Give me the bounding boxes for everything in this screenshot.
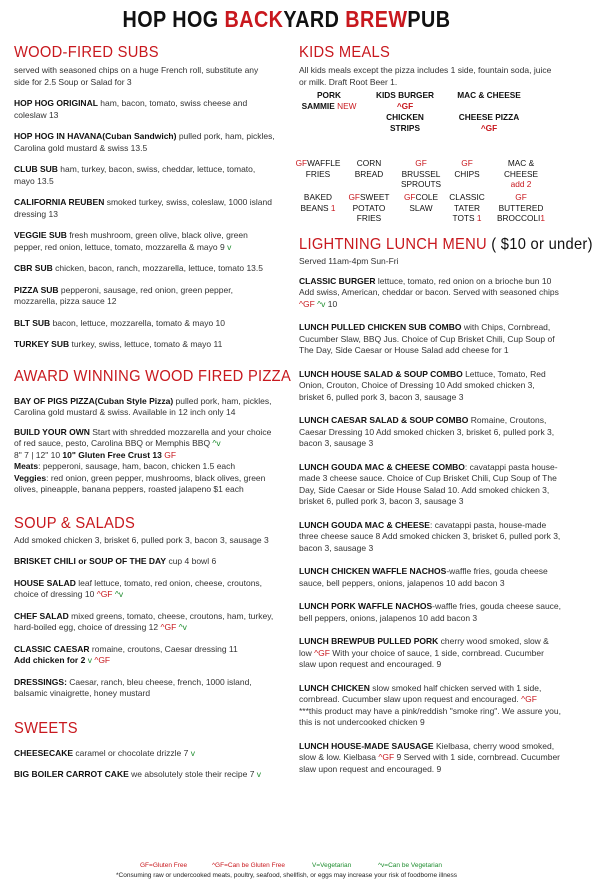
menu-item xyxy=(14,339,276,351)
veggies-label: Veggies xyxy=(14,472,47,483)
side-label: BEANS xyxy=(300,202,329,213)
vegetarian-mark: v xyxy=(190,747,195,758)
side-cole-slaw xyxy=(399,192,443,213)
item-desc: ham, bacon, tomato, swiss cheese and coleslaw 13 xyxy=(14,98,248,120)
item-name: CLASSIC CAESAR xyxy=(14,643,90,654)
menu-item xyxy=(14,748,276,760)
side-sweet-potato-fries xyxy=(341,192,397,224)
gluten-free-mark: GF xyxy=(415,158,427,168)
item-desc: -waffle fries, gouda cheese sauce, bell peppers, onions, jalapenos 10 add bacon 3 xyxy=(299,566,548,588)
vegetarian-mark: v xyxy=(256,769,262,779)
kids-item-strips xyxy=(373,112,437,133)
menu-title xyxy=(40,6,533,33)
gluten-free-crust: 10" Gluten Free Crust 13 xyxy=(62,449,165,460)
gluten-free-mark: ^GF xyxy=(160,622,177,632)
lunch-heading-main: LIGHTNING LUNCH MENU xyxy=(299,236,487,253)
item-name: VEGGIE SUB xyxy=(14,230,67,240)
side-label: TATER xyxy=(454,202,480,213)
item-desc: we absolutely stole their recipe 7 xyxy=(128,769,257,779)
menu-item xyxy=(299,369,561,404)
menu-item xyxy=(14,427,276,496)
legend-can-be-vegetarian: ^v=Can be Vegetarian xyxy=(378,862,442,869)
side-label: TOTS xyxy=(452,213,475,223)
item-addons: Add smoked chicken 3, brisket 6, pulled pork 3, bacon 3, sausage 3 xyxy=(299,531,561,553)
add-chicken: Add chicken for 2 xyxy=(14,655,86,665)
gluten-free-mark: ^GF xyxy=(94,655,111,665)
gluten-free-mark: ^GF xyxy=(521,694,537,704)
menu-item xyxy=(14,285,276,308)
item-name: LUNCH CAESAR SALAD & SOUP COMBO xyxy=(299,415,469,425)
side-label: CLASSIC xyxy=(449,192,485,202)
item-desc: turkey, swiss, lettuce, tomato & mayo 11 xyxy=(69,339,223,349)
kids-item-pizza xyxy=(447,112,531,133)
gluten-free-mark: GF xyxy=(403,192,416,202)
item-desc: chicken, bacon, ranch, mozzarella, lettuce, tomato 13.5 xyxy=(52,263,263,273)
kids-heading: KIDS MEALS xyxy=(299,44,391,61)
menu-item xyxy=(299,322,561,357)
menu-item xyxy=(14,396,276,419)
item-desc: : cavatappi pasta, house-made three cheese sauce 8 xyxy=(299,519,547,541)
side-label: BREAD xyxy=(354,168,384,179)
item-desc: ham, turkey, bacon, swiss, cheddar, lettuce, tomato, mayo 13.5 xyxy=(14,164,256,186)
item-name: LUNCH HOUSE SALAD & SOUP COMBO xyxy=(299,368,463,379)
gluten-free-mark: GF xyxy=(348,192,360,202)
gluten-free-mark: ^GF xyxy=(299,298,315,309)
lunch-heading xyxy=(299,236,593,254)
item-desc: pulled pork, ham, pickles, Carolina gold mustard & swiss 13.5 xyxy=(14,131,275,153)
item-price: 10 xyxy=(325,298,338,309)
side-label: SPROUTS xyxy=(400,179,442,189)
item-desc: Caesar, ranch, bleu cheese, french, 1000 island, balsamic vinaigrette, honey mustard xyxy=(14,676,252,698)
menu-item xyxy=(14,556,276,568)
item-addons: 9 Served with 1 side, cornbread. Cucumber slaw upon request and encouraged. 9 xyxy=(299,752,561,774)
item-desc: Kielbasa, cherry wood smoked, slow & low. Kielbasa xyxy=(299,740,555,762)
subs-heading: WOOD-FIRED SUBS xyxy=(14,44,159,61)
menu-item xyxy=(14,611,276,634)
kids-label: CHEESE PIZZA xyxy=(458,112,520,122)
item-name: LUNCH PORK WAFFLE NACHOS xyxy=(299,601,433,611)
item-name: HOP HOG IN HAVANA(Cuban Sandwich) xyxy=(14,131,177,141)
vegetarian-mark: ^v xyxy=(178,622,187,632)
lunch-heading-price: ( $10 or under) xyxy=(486,236,593,253)
side-price: add 2 xyxy=(510,179,532,189)
menu-item xyxy=(14,230,276,253)
item-desc: Romaine, Croutons, Caesar Dressing 10 xyxy=(299,415,547,437)
menu-item xyxy=(299,636,561,671)
side-mac-cheese xyxy=(495,158,547,190)
gluten-free-mark: ^GF xyxy=(96,589,113,599)
title-part: BREW xyxy=(345,6,408,32)
item-desc: fresh mushroom, green olive, black olive, green pepper, red onion, lettuce, tomato, mozzarella & mayo 9 xyxy=(14,230,248,252)
gluten-free-mark: GF xyxy=(164,449,177,460)
kids-mains xyxy=(299,88,561,156)
pizza-heading: AWARD WINNING WOOD FIRED PIZZA xyxy=(14,367,292,385)
lunch-served: Served 11am-4pm Sun-Fri xyxy=(299,256,399,266)
legend-vegetarian: V=Vegetarian xyxy=(312,862,352,869)
item-name: CALIFORNIA REUBEN xyxy=(14,197,105,207)
new-badge: NEW xyxy=(334,100,357,111)
side-label: BAKED xyxy=(303,192,333,202)
menu-item xyxy=(14,197,276,220)
item-name: DRESSINGS: xyxy=(14,676,67,687)
kids-item-burger xyxy=(369,90,441,111)
side-broccoli xyxy=(491,192,551,224)
item-name: CHEF SALAD xyxy=(14,610,69,621)
item-name: PIZZA SUB xyxy=(14,284,59,295)
kids-sides xyxy=(295,158,561,234)
side-label: POTATO xyxy=(352,202,386,213)
item-name: LUNCH HOUSE-MADE SAUSAGE xyxy=(299,740,434,751)
title-part: YARD xyxy=(283,6,346,32)
side-label: SLAW xyxy=(409,202,433,213)
item-addons: Add smoked chicken 3, brisket 6, pulled pork 3, bacon 3, sausage 3 xyxy=(299,484,550,506)
item-desc: -waffle fries, gouda cheese sauce, bell peppers, onions, jalapenos 10 add bacon 3 xyxy=(299,601,562,623)
side-label: BROCCOLI xyxy=(497,213,541,223)
side-label: SWEET xyxy=(360,192,390,202)
item-name: LUNCH PULLED CHICKEN SUB COMBO xyxy=(299,322,462,332)
kids-item-pork-sammie xyxy=(299,90,359,111)
side-label: BRUSSEL xyxy=(401,168,441,179)
meats-label: Meats xyxy=(14,461,39,471)
side-label: CORN xyxy=(356,158,382,168)
item-name: BLT SUB xyxy=(14,317,51,328)
item-desc: with Chips, Cornbread, Cucumber Slaw, BBQ Jus. Choice of Cup Brisket Chili, Cup Soup of The Day, Side Caesar or House Salad add cheese for 1 xyxy=(299,322,555,355)
gluten-free-mark: GF xyxy=(461,158,473,168)
sweets-heading: SWEETS xyxy=(14,719,78,737)
title-part: BACK xyxy=(224,6,284,32)
side-label: FRIES xyxy=(356,213,382,223)
menu-item xyxy=(299,415,561,450)
meats-list: : pepperoni, sausage, ham, bacon, chicken 1.5 each xyxy=(38,461,236,471)
vegetarian-mark: ^v xyxy=(314,298,326,309)
kids-label: CHICKEN xyxy=(386,112,424,122)
side-baked-beans xyxy=(293,192,343,213)
side-label: FRIES xyxy=(305,168,331,179)
item-name: CHEESECAKE xyxy=(14,747,74,758)
item-name: CLASSIC BURGER xyxy=(299,275,376,286)
side-label: CHIPS xyxy=(454,168,480,179)
gluten-free-mark: GF xyxy=(295,158,308,168)
kids-label: MAC & CHEESE xyxy=(457,90,521,100)
item-name: CLUB SUB xyxy=(14,164,58,174)
item-desc: caramel or chocolate drizzle 7 xyxy=(73,747,191,758)
vegetarian-mark: v xyxy=(87,655,92,665)
kids-label: STRIPS xyxy=(390,122,420,133)
pizza-sizes: 8" 7 | 12" 10 xyxy=(14,449,63,460)
side-waffle-fries xyxy=(293,158,343,179)
kids-label: KIDS BURGER xyxy=(375,90,435,100)
menu-item xyxy=(299,520,561,555)
side-label: MAC & xyxy=(507,158,535,168)
side-price: 1 xyxy=(540,213,545,223)
item-name: BUILD YOUR OWN xyxy=(14,426,90,437)
item-addons: With your choice of sauce, 1 side, cornbread. Cucumber slaw upon request and encouraged. 9 xyxy=(299,647,544,669)
kids-label: PORK xyxy=(317,90,341,100)
soup-heading: SOUP & SALADS xyxy=(14,514,136,532)
menu-item xyxy=(14,578,276,601)
gluten-free-mark: ^GF xyxy=(314,647,330,658)
menu-item xyxy=(299,462,561,508)
item-desc: bacon, lettuce, mozzarella, tomato & mayo 10 xyxy=(50,317,226,328)
item-desc: Lettuce, Tomato, Red Onion, Crouton, Choice of Dressing 10 xyxy=(299,368,546,390)
soup-intro: Add smoked chicken 3, brisket 6, pulled pork 3, bacon 3, sausage 3 xyxy=(14,534,269,545)
gluten-free-mark: GF xyxy=(515,192,527,202)
item-name: CBR SUB xyxy=(14,263,53,273)
item-name: LUNCH CHICKEN xyxy=(299,682,370,693)
menu-item xyxy=(299,741,561,776)
item-name: BRISKET CHILI or SOUP OF THE DAY xyxy=(14,556,167,566)
item-name: LUNCH BREWPUB PULLED PORK xyxy=(299,636,439,646)
legend-gluten-free: GF=Gluten Free xyxy=(140,862,188,869)
title-part: PUB xyxy=(407,6,451,32)
side-label: COLE xyxy=(415,192,439,202)
item-desc: pepperoni, sausage, red onion, green pepper, mozzarella, pizza sauce 12 xyxy=(14,284,233,306)
item-addons: Add smoked chicken 3, brisket 6, pulled pork 3, bacon 3, sausage 3 xyxy=(299,380,535,402)
legend-can-be-gluten-free: ^GF=Can be Gluten Free xyxy=(212,862,285,869)
menu-item xyxy=(14,677,276,700)
item-desc: slow smoked half chicken served with 1 side, cornbread. Cucumber slaw upon request and encouraged. xyxy=(299,682,542,704)
vegetarian-mark: ^v xyxy=(114,589,124,599)
item-desc: smoked turkey, swiss, coleslaw, 1000 island dressing 13 xyxy=(14,197,272,219)
kids-item-mac xyxy=(449,90,529,101)
menu-item xyxy=(14,769,276,781)
gluten-free-mark: ^GF xyxy=(480,122,498,133)
side-corn-bread xyxy=(347,158,391,179)
item-desc: leaf lettuce, tomato, red onion, cheese, croutons, choice of dressing 10 xyxy=(14,577,263,599)
side-brussel-sprouts xyxy=(395,158,447,190)
item-addons: ***this product may have a pink/reddish "smoke ring". We assure you, this is not undercooked chicken 9 xyxy=(299,705,561,727)
item-name: BIG BOILER CARROT CAKE xyxy=(14,769,129,779)
side-price: 1 xyxy=(328,202,336,213)
menu-item xyxy=(299,276,561,311)
side-label: CHEESE xyxy=(503,168,539,179)
menu-item xyxy=(14,318,276,330)
title-part: HOP HOG xyxy=(122,6,225,32)
menu-item xyxy=(14,164,276,187)
item-desc: lettuce, tomato, red onion on a brioche bun 10 Add swiss, American, cheddar or bacon. Served with seasoned chips xyxy=(299,275,559,297)
item-desc: Start with shredded mozzarella and your choice of red sauce, pesto, Carolina BBQ or Memphis BBQ xyxy=(14,426,272,448)
item-name: HOP HOG ORIGINAL xyxy=(14,98,98,108)
item-name: HOUSE SALAD xyxy=(14,577,76,588)
kids-intro: All kids meals except the pizza includes 1 side, fountain soda, juice or milk. Draft Root Beer 1. xyxy=(299,65,552,87)
menu-item xyxy=(14,131,276,154)
item-desc: : cavatappi pasta house-made 3 cheese sauce. Choice of Cup Brisket Chili, Cup Soup of The Day, Side Caesar or Side House Salad 10. xyxy=(299,461,558,495)
kids-label: SAMMIE xyxy=(301,100,335,111)
side-chips xyxy=(447,158,487,179)
menu-item xyxy=(299,566,561,589)
side-label: WAFFLE xyxy=(307,158,341,168)
item-desc: romaine, croutons, Caesar dressing 11 xyxy=(89,643,238,654)
menu-item xyxy=(14,644,276,667)
vegetarian-mark: v xyxy=(227,241,232,252)
side-tater-tots xyxy=(443,192,491,224)
gluten-free-mark: ^GF xyxy=(378,752,395,762)
item-addons: Add smoked chicken 3, brisket 6, pulled pork 3, bacon 3, sausage 3 xyxy=(299,426,555,448)
right-column xyxy=(295,44,593,775)
side-price: 1 xyxy=(474,213,482,223)
veggies-list: : red onion, green pepper, mushrooms, black olives, green olives, pineapple, banana peppers, roasted jalapeno $1 each xyxy=(14,472,266,494)
menu-item xyxy=(14,263,276,275)
item-name: TURKEY SUB xyxy=(14,339,70,349)
health-disclaimer: *Consuming raw or undercooked meats, poultry, seafood, shellfish, or eggs may increase your risk of foodborne illness xyxy=(116,872,457,879)
menu-item xyxy=(299,601,561,624)
item-name: BAY OF PIGS PIZZA(Cuban Style Pizza) xyxy=(14,395,174,406)
item-name: LUNCH CHICKEN WAFFLE NACHOS xyxy=(299,566,447,576)
item-name: LUNCH GOUDA MAC & CHEESE xyxy=(299,519,430,530)
gluten-free-mark: ^GF xyxy=(396,100,414,111)
menu-item xyxy=(14,98,276,121)
item-desc: cherry wood smoked, slow & low xyxy=(299,636,549,658)
item-desc: mixed greens, tomato, cheese, croutons, ham, turkey, hard-boiled egg, choice of dressing 12 xyxy=(14,610,274,632)
vegetarian-mark: ^v xyxy=(212,438,221,448)
left-column xyxy=(14,44,292,781)
item-desc: pulled pork, ham, pickles, Carolina gold mustard & swiss. Available in 12 inch only 14 xyxy=(14,395,272,417)
item-desc: cup 4 bowl 6 xyxy=(166,556,217,566)
menu-item xyxy=(299,683,561,729)
item-name: LUNCH GOUDA MAC & CHEESE COMBO xyxy=(299,461,465,472)
subs-intro: served with seasoned chips on a huge French roll, substitute any side for 2.5 Soup or Salad for 3 xyxy=(14,65,259,87)
side-label: BUTTERED xyxy=(498,202,544,213)
